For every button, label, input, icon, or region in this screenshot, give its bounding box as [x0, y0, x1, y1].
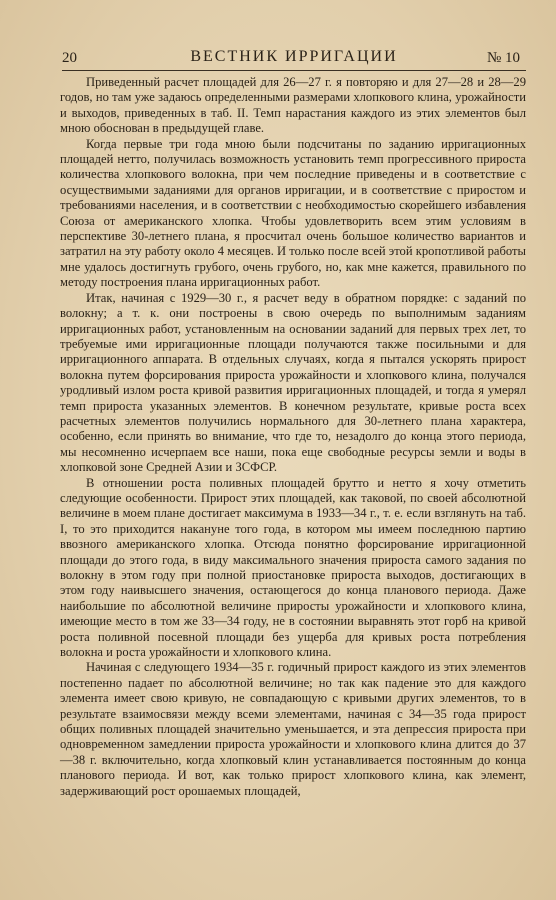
paragraph-2: Когда первые три года мною были подсчитаны по заданию ирригационных площадей нетто, получилась возможность установить темп прогрессивного прироста количества хлопкового волокна, при чем последние приведены и в соответствие с осуществимыми заданиями для органов ирригации, и в соответствие с приростом и требованиями населения, и в соответствии с необходимостью скорейшего избавления Союза от американского хлопка. Чтобы удовлетворить всем этим условиям в перспективе 30-летнего плана, я просчитал очень большое количество вариантов и затратил на эту работу около 4 месяцев. И только после всей этой кропотливой работы мне удалось достигнуть грубого, очень грубого, но, как мне кажется, правильного по методу построения плана ирригационных работ.	[60, 136, 526, 290]
paragraph-1: Приведенный расчет площадей для 26—27 г. я повторяю и для 27—28 и 28—29 годов, но там уже задаюсь определенными размерами хлопкового клина, урожайности и выходов, приведенных в таб. II. Темп нарастания каждого из этих элементов был мною обоснован в предыдущей главе.	[60, 75, 526, 136]
paragraph-5: Начиная с следующего 1934—35 г. годичный прирост каждого из этих элементов постепенно падает по абсолютной величине; но так как падение это для каждого элемента имеет свою кривую, не совпадающую с кривыми других элементов, то в результате взаимосвязи между всеми элементами, начиная с 34—35 года прирост общих поливных площадей значительно уменьшается, и эта депрессия прироста при одновременном замедлении прироста урожайности и хлопкового клина длится до 37—38 г. включительно, когда хлопковый клин устанавливается постоянным до конца планового периода. И вот, как только прирост хлопкового клина, как элемент, задерживающий рост орошаемых площадей,	[60, 660, 526, 798]
running-header	[62, 44, 526, 71]
issue-number: № 10	[486, 50, 520, 66]
page-number: 20	[62, 50, 77, 66]
paragraph-4: В отношении роста поливных площадей брутто и нетто я хочу отметить следующие особенности. Прирост этих площадей, как таковой, по своей абсолютной величине в моем плане достигает максимума в 1933—34 г., т. е. если взглянуть на таб. I, то это приходится накануне того года, в котором мы имеем последнюю партию ввозного американского хлопка. Отсюда понятно форсирование ирригационной площади до этого года, в виду максимального значения прироста самого задания по волокну в этом году при полной приостановке прироста выходов, достигающих в этом году наивысшего значения, остающегося до конца планового периода. Даже наибольшие по абсолютной величине приросты урожайности и хлопкового клина, имеющие место в том же 33—34 году, не в состоянии выравнять этот горб на кривой роста поливной посевной площади без ущерба для кривых роста потребления волокна и роста урожайности и хлопкового клина.	[60, 475, 526, 660]
journal-title: ВЕСТНИК ИРРИГАЦИИ	[190, 48, 398, 65]
paragraph-3: Итак, начиная с 1929—30 г., я расчет веду в обратном порядке: с заданий по волокну; а т. к. они построены в свою очередь по выполнимым заданиям ирригационных работ, установленным на основании заданий для первых трех лет, то требуемые ими ирригационные площади получаются также посильными и для ирригационного аппарата. В отдельных случаях, когда я пытался ускорять прирост волокна путем форсирования прироста урожайности и хлопкового клина, получался уродливый излом роста кривой развития ирригационных площадей, и тогда я умерял темп прироста указанных элементов. В конечном результате, кривые роста всех расчетных элементов получились нормального для 30-летнего плана характера, особенно, если принять во внимание, что где то, незадолго до конца этого периода, мы несомненно исчерпаем все наши, пока еще свободные ресурсы земли и воды в хлопковой зоне Средней Азии и ЗСФСР.	[60, 290, 526, 475]
article-body	[60, 75, 526, 799]
